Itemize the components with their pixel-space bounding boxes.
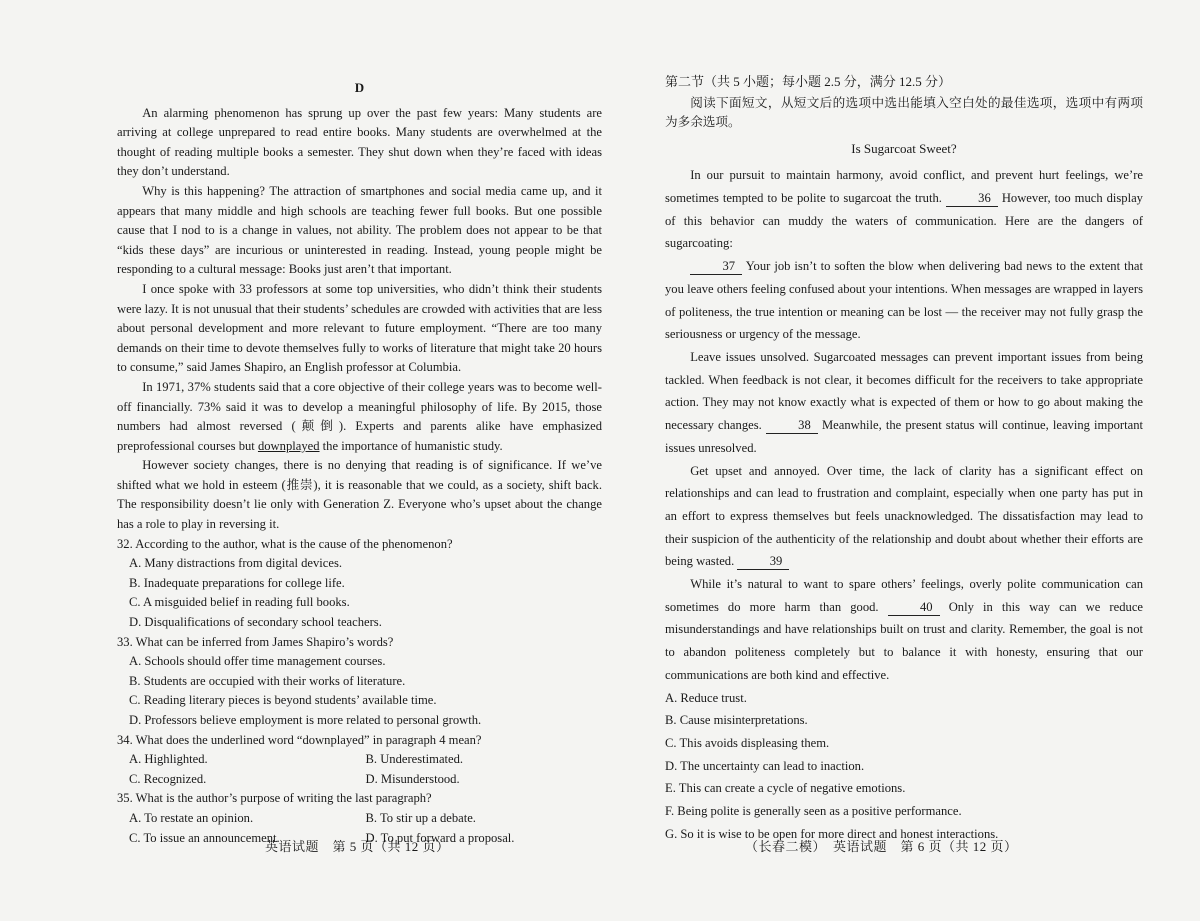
blank-40: 40 (888, 600, 940, 616)
left-column (117, 78, 602, 848)
q35-options-row-1 (117, 809, 602, 829)
paragraph-4 (117, 378, 602, 456)
q33-option-b: B. Students are occupied with their works of literature. (129, 673, 406, 688)
paragraph-5: However society changes, there is no denying that reading is of significance. If we’ve shifted what we hold in esteem (推崇), it is reasonable that we could, as a society, shift back. The responsibility doesn’t lie only with Generation Z. Everyone who’s upset about the change has a role to play in reversing it. (117, 458, 602, 532)
section-header: 第二节（共 5 小题；每小题 2.5 分，满分 12.5 分） (665, 74, 952, 89)
option-e: E. This can create a cycle of negative emotions. (665, 781, 906, 796)
question-35: 35. What is the author’s purpose of writing the last paragraph? (117, 791, 432, 806)
q35-option-a: A. To restate an opinion. (129, 810, 254, 825)
p4-text: Get upset and annoyed. Over time, the lack of clarity has a significant effect on relationships and can lead to frustration and complaint, especially when one party has put in an effort to express themselves but feels unacknowledged. The dissatisfaction may lead to their suspicion of the authenticity of the relationship and doubt about whether their efforts are being wasted. (665, 463, 1143, 569)
p1-text-b: However, too much display of this behavior can muddy the waters of communication. Here are the dangers of sugarcoating: (665, 191, 1143, 251)
q32-option-d: D. Disqualifications of secondary school teachers. (129, 615, 382, 630)
q32-option-c: C. A misguided belief in reading full books. (129, 595, 350, 610)
option-d: D. The uncertainty can lead to inaction. (665, 758, 865, 773)
cloze-paragraph-5 (665, 573, 1143, 687)
q34-options-row-1 (117, 750, 602, 770)
passage-title: Is Sugarcoat Sweet? (851, 140, 957, 156)
paragraph-2: Why is this happening? The attraction of smartphones and social media came up, and it appears that many middle and high schools are teaching fewer full books. But one possible cause that I nod to is a change in values, not ability. The problem does not appear to be that “kids these days” are incurious or uninterested in reading. Instead, young people might be responding to a cultural message: Books just aren’t that important. (117, 183, 602, 277)
q34-options-row-2 (117, 770, 602, 790)
paragraph-1: An alarming phenomenon has sprung up over the past few years: Many students are arriving at college unprepared to read entire books. Many students are overwhelmed at the thought of reading multiple books a semester. They shut down when they’re faced with ideas they don’t understand. (117, 105, 602, 179)
page-footer-5: 英语试题 第 5 页（共 12 页） (265, 839, 450, 854)
option-c: C. This avoids displeasing them. (665, 735, 830, 750)
q32-option-a: A. Many distractions from digital devices. (129, 556, 342, 571)
underlined-word: downplayed (257, 438, 320, 453)
option-g: G. So it is wise to be open for more direct and honest interactions. (665, 826, 999, 841)
option-a: A. Reduce trust. (665, 690, 747, 705)
q32-option-b: B. Inadequate preparations for college life. (129, 575, 345, 590)
q34-option-b: B. Underestimated. (365, 752, 464, 767)
page-footer-6: （长春二模） 英语试题 第 6 页（共 12 页） (745, 839, 1018, 854)
blank-39: 39 (737, 554, 789, 570)
blank-36: 36 (946, 191, 998, 207)
cloze-paragraph-4 (665, 460, 1143, 574)
p2-text: Your job isn’t to soften the blow when delivering bad news to the extent that you leave others feeling confused about your intentions. When messages are wrapped in layers of politeness, the true intention or meaning can be lost — the receiver may not fully grasp the seriousness or urgency of the message. (665, 259, 1143, 342)
cloze-paragraph-1 (665, 164, 1143, 255)
question-32: 32. According to the author, what is the cause of the phenomenon? (117, 536, 453, 551)
q35-option-d: D. To put forward a proposal. (365, 830, 515, 845)
q33-option-c: C. Reading literary pieces is beyond students’ available time. (129, 693, 437, 708)
cloze-paragraph-2 (665, 255, 1143, 346)
p4-text-a: In 1971, 37% students said that a core objective of their college years was to become well-off financially. 73% said it was to develop a meaningful philosophy of life. By 2015, those numbers had almost reversed (颠倒). Experts and parents alike have emphasized preprofessional courses but (117, 379, 602, 453)
p3-text-b: Meanwhile, the present status will continue, leaving important issues unresolved. (665, 418, 1143, 455)
paragraph-3: I once spoke with 33 professors at some top universities, who didn’t think their students were lazy. It is not unusual that their students’ schedules are crowded with activities that are less about personal development and more relevant to future employment. “There are too many demands on their time to devote themselves fully to works of literature that might take 20 hours to consume,” said James Shapiro, an English professor at Columbia. (117, 281, 602, 375)
instruction-text: 阅读下面短文，从短文后的选项中选出能填入空白处的最佳选项，选项中有两项为多余选项。 (665, 95, 1143, 130)
question-34: 34. What does the underlined word “downplayed” in paragraph 4 mean? (117, 732, 482, 747)
cloze-paragraph-3 (665, 346, 1143, 460)
q35-option-b: B. To stir up a debate. (365, 810, 476, 825)
q34-option-a: A. Highlighted. (129, 752, 208, 767)
passage-heading: D (354, 80, 365, 95)
blank-37: 37 (690, 259, 742, 275)
q34-option-d: D. Misunderstood. (365, 771, 460, 786)
right-page (600, 0, 1200, 921)
q34-option-c: C. Recognized. (129, 771, 207, 786)
option-b: B. Cause misinterpretations. (665, 713, 808, 728)
blank-38: 38 (766, 418, 818, 434)
option-f: F. Being polite is generally seen as a positive performance. (665, 804, 962, 819)
p5-text-b: Only in this way can we reduce misunderstandings and have relationships built on trust and clarity. Remember, the goal is not to abandon politeness completely but to balance it with honesty, ensuring that our communications are both kind and effective. (665, 599, 1143, 682)
q35-option-c: C. To issue an announcement. (129, 830, 280, 845)
p4-text-b: the importance of humanistic study. (319, 438, 503, 453)
right-column (665, 72, 1143, 845)
p1-text-a: In our pursuit to maintain harmony, avoid conflict, and prevent hurt feelings, we’re sometimes tempted to be polite to sugarcoat the truth. (665, 168, 1143, 206)
q33-option-a: A. Schools should offer time management courses. (129, 654, 386, 669)
p5-text-a: While it’s natural to want to spare others’ feelings, overly polite communication can sometimes do more harm than good. (665, 577, 1143, 614)
p3-text-a: Leave issues unsolved. Sugarcoated messages can prevent important issues from being tackled. When feedback is not clear, it becomes difficult for the receivers to take appropriate action. They may not know exactly what is expected of them or how to go about making the necessary changes. (665, 350, 1143, 433)
q33-option-d: D. Professors believe employment is more related to personal growth. (129, 713, 482, 727)
question-33: 33. What can be inferred from James Shapiro’s words? (117, 634, 394, 649)
